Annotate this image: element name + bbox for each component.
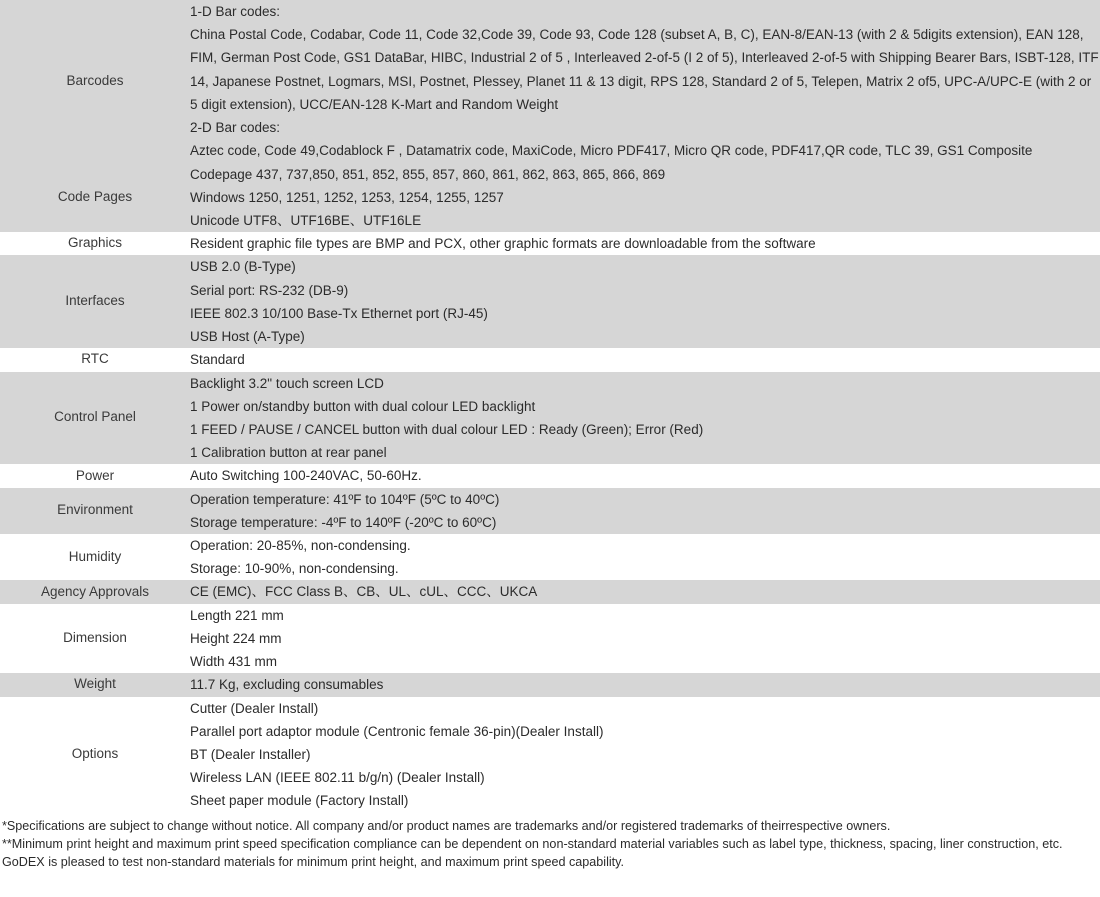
spec-value — [190, 673, 1100, 696]
spec-value — [190, 255, 1100, 348]
spec-label: Power — [0, 464, 190, 487]
spec-label: Environment — [0, 488, 190, 534]
spec-value-line: Width 431 mm — [190, 654, 278, 670]
spec-label: Barcodes — [0, 0, 190, 163]
spec-value-line: Operation temperature: 41ºF to 104ºF (5ºC to 40ºC) — [190, 491, 500, 507]
table-row — [0, 348, 1100, 371]
table-row — [0, 232, 1100, 255]
spec-value-line: Parallel port adaptor module (Centronic female 36-pin)(Dealer Install) — [190, 723, 604, 739]
table-row — [0, 372, 1100, 465]
spec-value-line: CE (EMC)、FCC Class B、CB、UL、cUL、CCC、UKCA — [190, 584, 538, 600]
spec-label: Code Pages — [0, 163, 190, 233]
spec-value-line: Standard — [190, 352, 245, 368]
spec-value-line: Windows 1250, 1251, 1252, 1253, 1254, 1255, 1257 — [190, 189, 504, 205]
table-row — [0, 0, 1100, 163]
spec-value — [190, 232, 1100, 255]
table-row — [0, 534, 1100, 580]
spec-value-line: USB Host (A-Type) — [190, 329, 305, 345]
table-row — [0, 673, 1100, 696]
spec-value — [190, 488, 1100, 534]
spec-value — [190, 372, 1100, 465]
spec-value — [190, 464, 1100, 487]
spec-value-line: Cutter (Dealer Install) — [190, 700, 319, 716]
spec-value-line: Backlight 3.2" touch screen LCD — [190, 375, 384, 391]
table-row — [0, 580, 1100, 603]
spec-value-line: Storage temperature: -4ºF to 140ºF (-20ºC to 60ºC) — [190, 514, 497, 530]
spec-label: RTC — [0, 348, 190, 371]
spec-value-line: Operation: 20-85%, non-condensing. — [190, 538, 411, 554]
spec-value-line: BT (Dealer Installer) — [190, 747, 311, 762]
spec-value-line: 1 Calibration button at rear panel — [190, 445, 387, 461]
spec-label: Humidity — [0, 534, 190, 580]
spec-value — [190, 604, 1100, 674]
spec-value-line: Sheet paper module (Factory Install) — [190, 793, 409, 809]
spec-value-line: China Postal Code, Codabar, Code 11, Code 32,Code 39, Code 93, Code 128 (subset A, B, C), EAN-8/EAN-13 (with 2 & 5digits extension), EAN 128, FIM, German Post Code, GS1 DataBar, HIBC, Industrial 2 of 5 , Interleaved 2-of-5 (I 2 of 5), Interleaved 2-of-5 with Shipping Bearer Bars, ISBT-128, ITF 14, Japanese Postnet, Logmars, MSI, Postnet, Plessey, Planet 11 & 13 digit, RPS 128, Standard 2 of 5, Telepen, Matrix 2 of5, UPC-A/UPC-E (with 2 or 5 digit extension), UCC/EAN-128 K-Mart and Random Weight — [190, 27, 1099, 112]
spec-value-line: 1 Power on/standby button with dual colour LED backlight — [190, 398, 536, 414]
table-row — [0, 255, 1100, 348]
table-row — [0, 604, 1100, 674]
spec-value — [190, 163, 1100, 233]
spec-label: Dimension — [0, 604, 190, 674]
spec-label: Weight — [0, 673, 190, 696]
spec-value-line: 1-D Bar codes: — [190, 4, 281, 19]
spec-label: Options — [0, 697, 190, 813]
spec-value — [190, 0, 1100, 163]
spec-value-line: Height 224 mm — [190, 630, 282, 646]
spec-value — [190, 580, 1100, 603]
spec-value — [190, 697, 1100, 813]
footnote-line-2: **Minimum print height and maximum print speed specification compliance can be dependent on non-standard material variables such as label type, thickness, spacing, liner construction, etc. GoDEX is pleased to test non-standard materials for minimum print height, and maximum print speed capability. — [2, 836, 1063, 870]
spec-value-line: Serial port: RS-232 (DB-9) — [190, 282, 349, 298]
footnote-line-1: *Specifications are subject to change without notice. All company and/or product names are trademarks and/or registered trademarks of theirrespective owners. — [2, 818, 891, 833]
spec-value-line: 1 FEED / PAUSE / CANCEL button with dual colour LED : Ready (Green); Error (Red) — [190, 421, 704, 437]
table-row — [0, 697, 1100, 813]
footnotes — [0, 813, 1100, 882]
spec-value-line: Wireless LAN (IEEE 802.11 b/g/n) (Dealer Install) — [190, 770, 485, 786]
spec-value-line: Aztec code, Code 49,Codablock F , Datamatrix code, MaxiCode, Micro PDF417, Micro QR code, PDF417,QR code, TLC 39, GS1 Composite — [190, 143, 1033, 159]
table-row — [0, 163, 1100, 233]
spec-value-line: 11.7 Kg, excluding consumables — [190, 677, 384, 693]
spec-value-line: Length 221 mm — [190, 607, 284, 623]
spec-value-line: USB 2.0 (B-Type) — [190, 259, 296, 275]
spec-label: Control Panel — [0, 372, 190, 465]
spec-label: Interfaces — [0, 255, 190, 348]
spec-value-line: Storage: 10-90%, non-condensing. — [190, 561, 399, 577]
spec-value — [190, 348, 1100, 371]
spec-value-line: Resident graphic file types are BMP and PCX, other graphic formats are downloadable from the software — [190, 236, 816, 252]
spec-label: Agency Approvals — [0, 580, 190, 603]
table-row — [0, 464, 1100, 487]
spec-value-line: IEEE 802.3 10/100 Base-Tx Ethernet port (RJ-45) — [190, 305, 488, 321]
spec-value-line: Unicode UTF8、UTF16BE、UTF16LE — [190, 212, 422, 228]
spec-label: Graphics — [0, 232, 190, 255]
spec-value-line: Codepage 437, 737,850, 851, 852, 855, 857, 860, 861, 862, 863, 865, 866, 869 — [190, 166, 666, 182]
table-row — [0, 488, 1100, 534]
spec-value-line: Auto Switching 100-240VAC, 50-60Hz. — [190, 468, 422, 484]
spec-value — [190, 534, 1100, 580]
spec-value-line: 2-D Bar codes: — [190, 120, 281, 136]
